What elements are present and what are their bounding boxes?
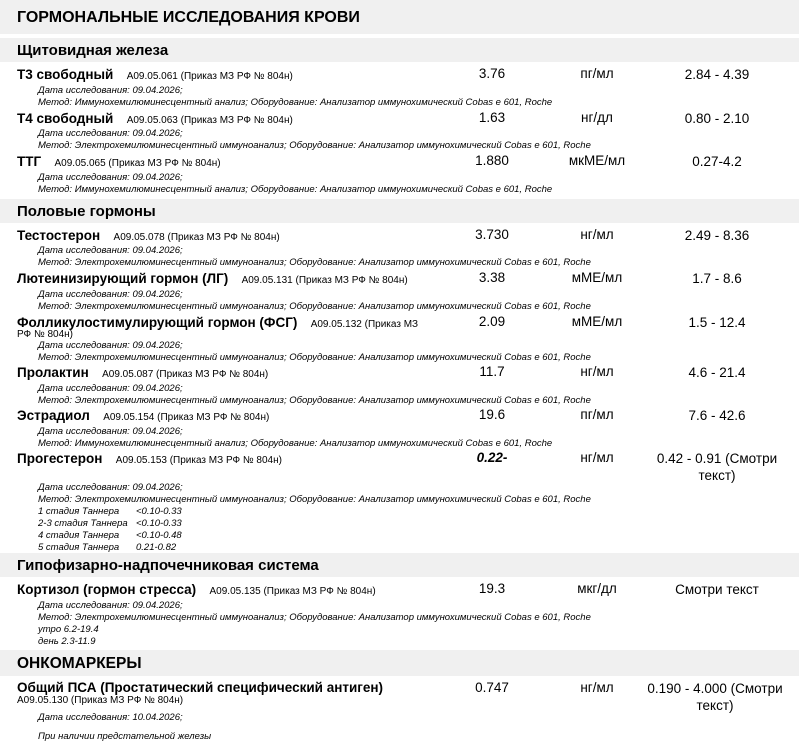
test-unit: нг/мл [580,680,614,695]
test-unit: нг/дл [581,110,613,125]
test-unit: пг/мл [580,66,614,81]
test-method: Метод: Электрохемилюминесцентный иммуноанализ; Оборудование: Анализатор иммунохимический Cobas e 601, Roche [38,140,591,151]
tanner-stage: 5 стадия Таннера [38,542,120,553]
test-row-cortisol [17,581,376,599]
tanner-range: 0.21-0.82 [136,542,177,553]
test-value: 3.38 [478,270,506,285]
test-method: Метод: Электрохемилюминесцентный иммуноанализ; Оборудование: Анализатор иммунохимический Cobas e 601, Roche [38,612,591,623]
section-title-hpa: Гипофизарно-надпочечниковая система [17,557,319,574]
test-method: Метод: Электрохемилюминесцентный иммуноанализ; Оборудование: Анализатор иммунохимический Cobas e 601, Roche [38,301,591,312]
section-title-oncomarkers: ОНКОМАРКЕРЫ [17,655,142,672]
test-reference: 2.84 - 4.39 [684,67,750,82]
test-reference-line2: текст) [696,698,734,713]
test-method: Метод: Иммунохемилюминесцентный анализ; Оборудование: Анализатор иммунохимический Cobas e 601, Roche [38,97,553,108]
tanner-stage: 4 стадия Таннера [38,530,120,541]
test-code: A09.05.135 (Приказ МЗ РФ № 804н) [209,586,376,597]
test-date: Дата исследования: 10.04.2026; [38,712,183,723]
test-name: Общий ПСА (Простатический специфический антиген) [17,680,384,695]
tanner-range: <0.10-0.33 [136,518,182,529]
test-value: 19.6 [478,407,506,422]
test-row-t3 [17,66,293,84]
test-row-estradiol [17,407,269,425]
test-date: Дата исследования: 09.04.2026; [38,245,183,256]
test-row-lh [17,270,408,288]
test-name: Т3 свободный [17,67,114,82]
cortisol-morning-range: утро 6.2-19.4 [38,624,99,635]
test-code: A09.05.130 (Приказ МЗ РФ № 804н) [17,695,184,706]
test-row-prolactin [17,364,268,382]
test-code: A09.05.065 (Приказ МЗ РФ № 804н) [54,158,221,169]
test-reference: Смотри текст [675,582,759,597]
test-code: A09.05.154 (Приказ МЗ РФ № 804н) [103,412,270,423]
test-method: Метод: Электрохемилюминесцентный иммуноанализ; Оборудование: Анализатор иммунохимический Cobas e 601, Roche [38,494,591,505]
test-code: A09.05.063 (Приказ МЗ РФ № 804н) [126,115,293,126]
test-reference: 7.6 - 42.6 [688,408,746,423]
test-date: Дата исследования: 09.04.2026; [38,340,183,351]
tanner-stage: 2-3 стадия Таннера [38,518,128,529]
test-unit: мкг/дл [577,581,617,596]
test-code: A09.05.087 (Приказ МЗ РФ № 804н) [102,369,269,380]
test-name: Лютеинизирующий гормон (ЛГ) [17,271,229,286]
test-code: A09.05.061 (Приказ МЗ РФ № 804н) [126,71,293,82]
test-value: 1.63 [478,110,506,125]
test-reference [632,680,798,714]
test-value: 3.730 [475,227,509,242]
test-date: Дата исследования: 09.04.2026; [38,383,183,394]
test-reference-line2: текст) [698,468,736,483]
section-title-sex-hormones: Половые гормоны [17,203,156,220]
test-reference-line1: 0.190 - 4.000 (Смотри [647,681,783,696]
test-date: Дата исследования: 09.04.2026; [38,482,183,493]
test-code: A09.05.131 (Приказ МЗ РФ № 804н) [241,275,408,286]
test-method: Метод: Иммунохемилюминесцентный анализ; Оборудование: Анализатор иммунохимический Cobas e 601, Roche [38,184,553,195]
test-reference: 0.27-4.2 [692,154,742,169]
test-reference: 1.5 - 12.4 [688,315,746,330]
test-name: Кортизол (гормон стресса) [17,582,197,597]
test-name: Фолликулостимулирующий гормон (ФСГ) [17,315,298,330]
test-date: Дата исследования: 09.04.2026; [38,426,183,437]
test-unit: нг/мл [580,450,614,465]
test-value: 1.880 [475,153,509,168]
test-date: Дата исследования: 09.04.2026; [38,289,183,300]
test-code: A09.05.132 (Приказ МЗ [310,319,419,330]
tanner-range: <0.10-0.33 [136,506,182,517]
test-row-progesterone [17,450,282,468]
test-name: Эстрадиол [17,408,90,423]
psa-note: При наличии предстательной железы [38,731,212,742]
test-reference: 2.49 - 8.36 [684,228,750,243]
test-date: Дата исследования: 09.04.2026; [38,172,183,183]
test-reference: 0.80 - 2.10 [684,111,750,126]
test-unit: мМЕ/мл [571,314,623,329]
test-date: Дата исследования: 09.04.2026; [38,600,183,611]
test-code: A09.05.078 (Приказ МЗ РФ № 804н) [113,232,280,243]
test-method: Метод: Электрохемилюминесцентный иммуноанализ; Оборудование: Анализатор иммунохимический Cobas e 601, Roche [38,395,591,406]
test-value: 3.76 [478,66,506,81]
test-name: ТТГ [17,154,42,169]
tanner-stage: 1 стадия Таннера [38,506,120,517]
test-reference-line1: 0.42 - 0.91 (Смотри [656,451,778,466]
test-value: 11.7 [479,364,505,379]
test-row-t4 [17,110,293,128]
cortisol-day-range: день 2.3-11.9 [38,636,96,647]
test-value: 2.09 [478,314,506,329]
test-reference [638,450,796,484]
section-title-thyroid: Щитовидная железа [17,42,169,59]
page-title: ГОРМОНАЛЬНЫЕ ИССЛЕДОВАНИЯ КРОВИ [17,9,360,26]
tanner-range: <0.10-0.48 [136,530,182,541]
test-unit: мкМЕ/мл [568,153,626,168]
test-name: Тестостерон [17,228,101,243]
test-value: 0.747 [475,680,509,695]
test-date: Дата исследования: 09.04.2026; [38,128,183,139]
test-row-testosterone [17,227,280,245]
test-method: Метод: Иммунохемилюминесцентный анализ; Оборудование: Анализатор иммунохимический Cobas e 601, Roche [38,438,553,449]
test-code-continuation: РФ № 804н) [17,329,73,340]
test-name: Пролактин [17,365,89,380]
test-reference: 4.6 - 21.4 [688,365,746,380]
test-method: Метод: Электрохемилюминесцентный иммуноанализ; Оборудование: Анализатор иммунохимический Cobas e 601, Roche [38,352,591,363]
test-value-flagged: 0.22- [476,450,508,465]
test-unit: мМЕ/мл [571,270,623,285]
test-row-ttg [17,153,221,171]
test-code: A09.05.153 (Приказ МЗ РФ № 804н) [115,455,282,466]
test-value: 19.3 [478,581,506,596]
test-method: Метод: Электрохемилюминесцентный иммуноанализ; Оборудование: Анализатор иммунохимический Cobas e 601, Roche [38,257,591,268]
test-reference: 1.7 - 8.6 [692,271,742,286]
test-name: Прогестерон [17,451,103,466]
test-unit: нг/мл [580,364,614,379]
test-name: Т4 свободный [17,111,114,126]
test-row-fsh [17,314,418,332]
test-date: Дата исследования: 09.04.2026; [38,85,183,96]
test-unit: пг/мл [580,407,614,422]
test-unit: нг/мл [580,227,614,242]
